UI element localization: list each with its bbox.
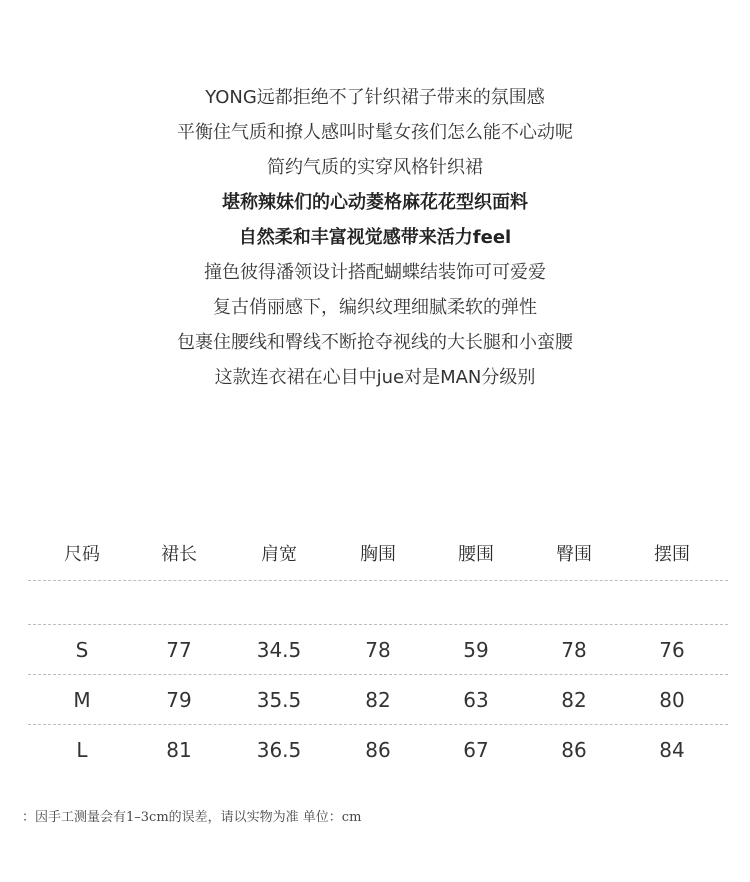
- row-divider: [28, 580, 728, 581]
- table-cell: 79: [166, 688, 192, 712]
- table-cell: 63: [463, 688, 489, 712]
- table-cell: 77: [166, 638, 192, 662]
- header-hip: 臀围: [556, 544, 592, 565]
- size-label: S: [75, 638, 89, 662]
- table-spacer: [28, 580, 728, 625]
- header-hem: 摆围: [654, 544, 690, 565]
- description-line-highlight: 自然柔和丰富视觉感带来活力feel: [238, 227, 512, 248]
- header-waist: 腰围: [458, 544, 494, 565]
- size-label: L: [76, 738, 88, 762]
- size-label: M: [73, 688, 91, 712]
- description-line: 这款连衣裙在心目中jue对是MAN分级别: [214, 367, 536, 388]
- description-line-highlight: 堪称辣妹们的心动菱格麻花花型织面料: [222, 192, 528, 213]
- table-cell: 36.5: [256, 738, 302, 762]
- table-row: [28, 675, 728, 725]
- table-cell: 86: [365, 738, 391, 762]
- header-size: 尺码: [64, 544, 100, 565]
- table-cell: 34.5: [256, 638, 302, 662]
- description-line: YONG远都拒绝不了针织裙子带来的氛围感: [205, 87, 545, 108]
- table-cell: 78: [365, 638, 391, 662]
- size-chart-table: [28, 530, 728, 775]
- table-cell: 82: [561, 688, 587, 712]
- header-skirt-length: 裙长: [161, 544, 197, 565]
- product-description: [0, 80, 750, 395]
- table-cell: 82: [365, 688, 391, 712]
- header-shoulder: 肩宽: [261, 544, 297, 565]
- table-cell: 67: [463, 738, 489, 762]
- description-line: 平衡住气质和撩人感叫时髦女孩们怎么能不心动呢: [177, 122, 573, 143]
- description-line: 复古俏丽感下，编织纹理细腻柔软的弹性: [213, 297, 537, 318]
- header-bust: 胸围: [360, 544, 396, 565]
- table-cell: 81: [166, 738, 192, 762]
- table-row: [28, 725, 728, 775]
- table-cell: 80: [659, 688, 685, 712]
- table-cell: 59: [463, 638, 489, 662]
- table-cell: 76: [659, 638, 685, 662]
- description-line: 撞色彼得潘领设计搭配蝴蝶结装饰可可爱爱: [204, 262, 546, 283]
- size-chart-header-row: [28, 530, 728, 580]
- table-cell: 78: [561, 638, 587, 662]
- table-cell: 35.5: [256, 688, 302, 712]
- measurement-note: ：因手工测量会有1–3cm的误差，请以实物为准 单位：cm: [22, 810, 362, 825]
- description-line: 包裹住腰线和臀线不断抢夺视线的大长腿和小蛮腰: [177, 332, 573, 353]
- table-row: [28, 625, 728, 675]
- description-line: 简约气质的实穿风格针织裙: [267, 157, 483, 178]
- table-cell: 84: [659, 738, 685, 762]
- table-cell: 86: [561, 738, 587, 762]
